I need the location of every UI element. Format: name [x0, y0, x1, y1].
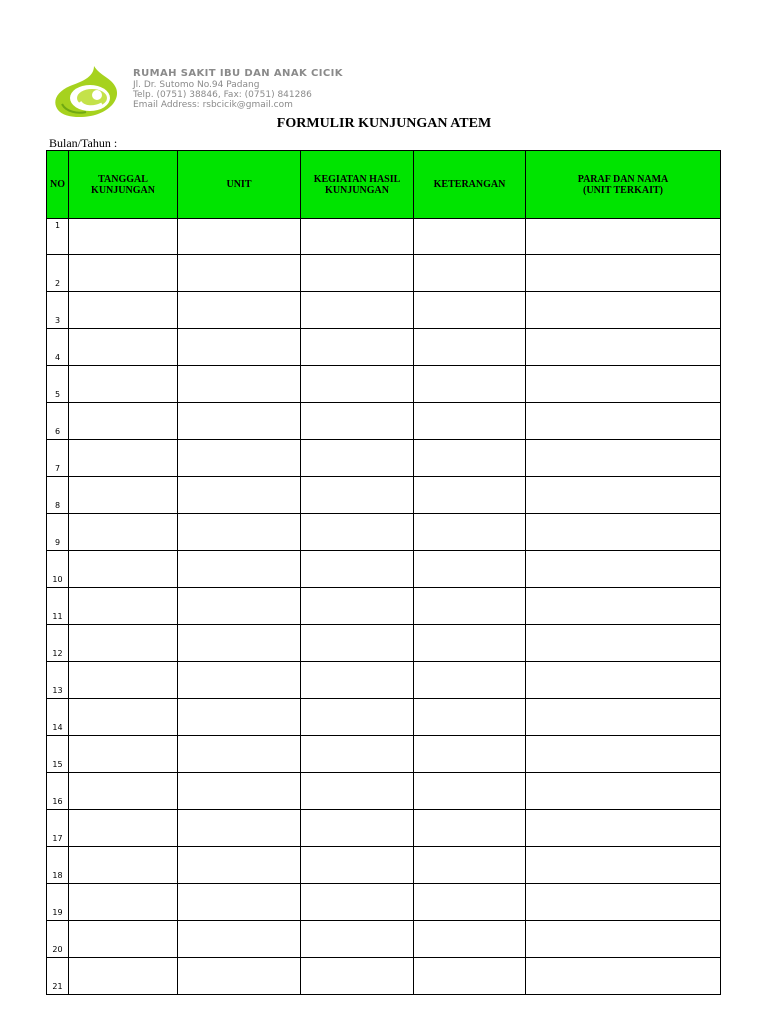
row-number: 15: [47, 736, 69, 773]
unit-cell[interactable]: [178, 292, 301, 329]
table-row: [47, 551, 721, 588]
tanggal-cell[interactable]: [69, 699, 178, 736]
paraf-cell[interactable]: [526, 921, 721, 958]
tanggal-cell[interactable]: [69, 810, 178, 847]
row-number: 8: [47, 477, 69, 514]
paraf-cell[interactable]: [526, 329, 721, 366]
keterangan-cell[interactable]: [414, 625, 526, 662]
kegiatan-cell[interactable]: [301, 292, 414, 329]
row-number: 20: [47, 921, 69, 958]
unit-cell[interactable]: [178, 884, 301, 921]
unit-cell[interactable]: [178, 440, 301, 477]
tanggal-cell[interactable]: [69, 588, 178, 625]
visit-table: [46, 150, 721, 995]
keterangan-cell[interactable]: [414, 255, 526, 292]
paraf-cell[interactable]: [526, 551, 721, 588]
kegiatan-cell[interactable]: [301, 625, 414, 662]
tanggal-cell[interactable]: [69, 921, 178, 958]
org-address: Jl. Dr. Sutomo No.94 Padang: [133, 80, 260, 90]
row-number: 19: [47, 884, 69, 921]
form-title: FORMULIR KUNJUNGAN ATEM: [276, 116, 492, 131]
table-row: [47, 699, 721, 736]
column-header-line1: KEGIATAN HASIL: [313, 173, 401, 185]
row-number: 2: [47, 255, 69, 292]
paraf-cell[interactable]: [526, 403, 721, 440]
kegiatan-cell[interactable]: [301, 736, 414, 773]
table-row: [47, 662, 721, 699]
column-header: [178, 151, 301, 219]
keterangan-cell[interactable]: [414, 810, 526, 847]
column-header: [69, 151, 178, 219]
unit-cell[interactable]: [178, 219, 301, 255]
row-number: 7: [47, 440, 69, 477]
unit-cell[interactable]: [178, 255, 301, 292]
row-number: 12: [47, 625, 69, 662]
table-row: [47, 440, 721, 477]
keterangan-cell[interactable]: [414, 884, 526, 921]
table-row: [47, 403, 721, 440]
kegiatan-cell[interactable]: [301, 477, 414, 514]
unit-cell[interactable]: [178, 773, 301, 810]
table-row: [47, 773, 721, 810]
column-header-line1: KETERANGAN: [433, 179, 506, 190]
paraf-cell[interactable]: [526, 699, 721, 736]
kegiatan-cell[interactable]: [301, 403, 414, 440]
paraf-cell[interactable]: [526, 219, 721, 255]
table-row: [47, 219, 721, 255]
row-number: 3: [47, 292, 69, 329]
table-row: [47, 588, 721, 625]
kegiatan-cell[interactable]: [301, 440, 414, 477]
kegiatan-cell[interactable]: [301, 958, 414, 995]
row-number: 18: [47, 847, 69, 884]
column-header-line1: UNIT: [226, 179, 252, 190]
row-number: 21: [47, 958, 69, 995]
paraf-cell[interactable]: [526, 366, 721, 403]
unit-cell[interactable]: [178, 625, 301, 662]
tanggal-cell[interactable]: [69, 440, 178, 477]
kegiatan-cell[interactable]: [301, 514, 414, 551]
paraf-cell[interactable]: [526, 958, 721, 995]
table-row: [47, 884, 721, 921]
keterangan-cell[interactable]: [414, 921, 526, 958]
kegiatan-cell[interactable]: [301, 773, 414, 810]
row-number: 14: [47, 699, 69, 736]
row-number: 11: [47, 588, 69, 625]
unit-cell[interactable]: [178, 477, 301, 514]
kegiatan-cell[interactable]: [301, 921, 414, 958]
unit-cell[interactable]: [178, 514, 301, 551]
keterangan-cell[interactable]: [414, 514, 526, 551]
unit-cell[interactable]: [178, 810, 301, 847]
paraf-cell[interactable]: [526, 292, 721, 329]
keterangan-cell[interactable]: [414, 847, 526, 884]
tanggal-cell[interactable]: [69, 662, 178, 699]
keterangan-cell[interactable]: [414, 403, 526, 440]
keterangan-cell[interactable]: [414, 699, 526, 736]
tanggal-cell[interactable]: [69, 255, 178, 292]
table-row: [47, 477, 721, 514]
unit-cell[interactable]: [178, 329, 301, 366]
row-number: 10: [47, 551, 69, 588]
table-row: [47, 366, 721, 403]
column-header: [47, 151, 69, 219]
tanggal-cell[interactable]: [69, 477, 178, 514]
kegiatan-cell[interactable]: [301, 219, 414, 255]
keterangan-cell[interactable]: [414, 477, 526, 514]
tanggal-cell[interactable]: [69, 403, 178, 440]
table-row: [47, 958, 721, 995]
tanggal-cell[interactable]: [69, 958, 178, 995]
keterangan-cell[interactable]: [414, 551, 526, 588]
column-header: [414, 151, 526, 219]
keterangan-cell[interactable]: [414, 329, 526, 366]
keterangan-cell[interactable]: [414, 366, 526, 403]
kegiatan-cell[interactable]: [301, 847, 414, 884]
kegiatan-cell[interactable]: [301, 884, 414, 921]
row-number: 5: [47, 366, 69, 403]
paraf-cell[interactable]: [526, 514, 721, 551]
keterangan-cell[interactable]: [414, 773, 526, 810]
paraf-cell[interactable]: [526, 847, 721, 884]
keterangan-cell[interactable]: [414, 588, 526, 625]
kegiatan-cell[interactable]: [301, 810, 414, 847]
unit-cell[interactable]: [178, 366, 301, 403]
column-header: [301, 151, 414, 219]
row-number: 6: [47, 403, 69, 440]
column-header-line2: KUNJUNGAN: [325, 184, 389, 196]
paraf-cell[interactable]: [526, 884, 721, 921]
table-header-row: [47, 151, 721, 219]
tanggal-cell[interactable]: [69, 847, 178, 884]
table-row: [47, 847, 721, 884]
tanggal-cell[interactable]: [69, 551, 178, 588]
paraf-cell[interactable]: [526, 625, 721, 662]
keterangan-cell[interactable]: [414, 440, 526, 477]
column-header-line1: TANGGAL: [98, 173, 148, 185]
table-row: [47, 736, 721, 773]
table-row: [47, 921, 721, 958]
kegiatan-cell[interactable]: [301, 662, 414, 699]
paraf-cell[interactable]: [526, 736, 721, 773]
paraf-cell[interactable]: [526, 477, 721, 514]
kegiatan-cell[interactable]: [301, 551, 414, 588]
unit-cell[interactable]: [178, 403, 301, 440]
paraf-cell[interactable]: [526, 588, 721, 625]
table-row: [47, 329, 721, 366]
unit-cell[interactable]: [178, 736, 301, 773]
keterangan-cell[interactable]: [414, 219, 526, 255]
paraf-cell[interactable]: [526, 773, 721, 810]
org-email: Email Address: rsbcicik@gmail.com: [133, 100, 293, 110]
column-header-line2: KUNJUNGAN: [91, 184, 155, 196]
table-body: [47, 219, 721, 995]
row-number: 17: [47, 810, 69, 847]
tanggal-cell[interactable]: [69, 219, 178, 255]
column-header-line2: (UNIT TERKAIT): [583, 184, 663, 196]
column-header-line1: PARAF DAN NAMA: [577, 173, 669, 185]
table-row: [47, 810, 721, 847]
kegiatan-cell[interactable]: [301, 255, 414, 292]
keterangan-cell[interactable]: [414, 736, 526, 773]
organization-header: [133, 68, 343, 110]
tanggal-cell[interactable]: [69, 514, 178, 551]
table-row: [47, 292, 721, 329]
row-number: 9: [47, 514, 69, 551]
column-header: [526, 151, 721, 219]
unit-cell[interactable]: [178, 958, 301, 995]
paraf-cell[interactable]: [526, 810, 721, 847]
tanggal-cell[interactable]: [69, 773, 178, 810]
tanggal-cell[interactable]: [69, 884, 178, 921]
org-phone: Telp. (0751) 38846, Fax: (0751) 841286: [133, 90, 312, 100]
paraf-cell[interactable]: [526, 662, 721, 699]
row-number: 1: [47, 219, 69, 255]
tanggal-cell[interactable]: [69, 292, 178, 329]
org-name: RUMAH SAKIT IBU DAN ANAK CICIK: [133, 68, 343, 79]
kegiatan-cell[interactable]: [301, 366, 414, 403]
keterangan-cell[interactable]: [414, 958, 526, 995]
paraf-cell[interactable]: [526, 440, 721, 477]
tanggal-cell[interactable]: [69, 736, 178, 773]
period-label: Bulan/Tahun :: [49, 136, 118, 150]
unit-cell[interactable]: [178, 662, 301, 699]
row-number: 4: [47, 329, 69, 366]
column-header-line1: NO: [50, 179, 65, 190]
tanggal-cell[interactable]: [69, 329, 178, 366]
kegiatan-cell[interactable]: [301, 699, 414, 736]
kegiatan-cell[interactable]: [301, 588, 414, 625]
unit-cell[interactable]: [178, 588, 301, 625]
kegiatan-cell[interactable]: [301, 329, 414, 366]
keterangan-cell[interactable]: [414, 292, 526, 329]
table-row: [47, 255, 721, 292]
keterangan-cell[interactable]: [414, 662, 526, 699]
hospital-logo-icon: [50, 64, 122, 118]
unit-cell[interactable]: [178, 551, 301, 588]
unit-cell[interactable]: [178, 921, 301, 958]
row-number: 16: [47, 773, 69, 810]
tanggal-cell[interactable]: [69, 366, 178, 403]
paraf-cell[interactable]: [526, 255, 721, 292]
unit-cell[interactable]: [178, 847, 301, 884]
unit-cell[interactable]: [178, 699, 301, 736]
table-row: [47, 514, 721, 551]
table-row: [47, 625, 721, 662]
row-number: 13: [47, 662, 69, 699]
tanggal-cell[interactable]: [69, 625, 178, 662]
